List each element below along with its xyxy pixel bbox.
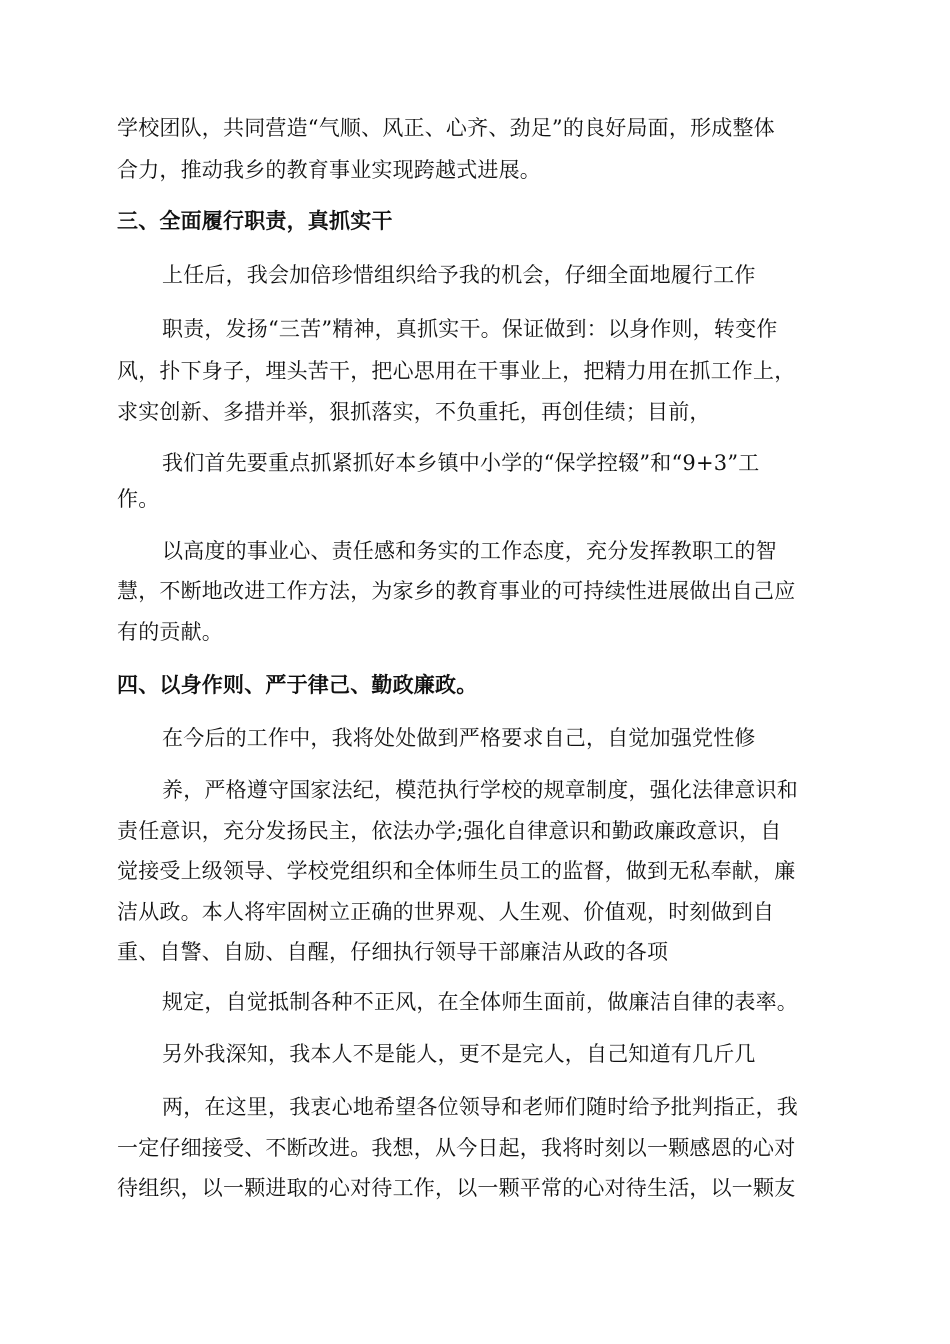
text-line: 合力，推动我乡的教育事业实现跨越式进展。 <box>117 158 541 182</box>
text-line: 觉接受上级领导、学校党组织和全体师生员工的监督，做到无私奉献，廉 <box>117 859 796 883</box>
text-line: 有的贡献。 <box>117 620 223 644</box>
section-heading: 三、全面履行职责，真抓实干 <box>117 209 393 233</box>
text-line: 待组织，以一颗进取的心对待工作，以一颗平常的心对待生活，以一颗友 <box>117 1176 796 1200</box>
text-line: 养，严格遵守国家法纪，模范执行学校的规章制度，强化法律意识和 <box>162 778 798 802</box>
text-line: 一定仔细接受、不断改进。我想，从今日起，我将时刻以一颗感恩的心对 <box>117 1136 796 1160</box>
text-line: 我们首先要重点抓紧抓好本乡镇中小学的“保学控辍”和“9+3”工 <box>162 451 760 475</box>
text-line: 两，在这里，我衷心地希望各位领导和老师们随时给予批判指正，我 <box>162 1095 798 1119</box>
text-line: 规定，自觉抵制各种不正风，在全体师生面前，做廉洁自律的表率。 <box>162 990 798 1014</box>
text-line: 求实创新、多措并举，狠抓落实，不负重托，再创佳绩；目前， <box>117 400 711 424</box>
text-line: 学校团队，共同营造“气顺、风正、心齐、劲足”的良好局面，形成整体 <box>117 116 775 140</box>
text-line: 另外我深知，我本人不是能人，更不是完人，自己知道有几斤几 <box>162 1042 756 1066</box>
text-line: 以高度的事业心、责任感和务实的工作态度，充分发挥教职工的智 <box>162 539 777 563</box>
section-heading: 四、以身作则、严于律己、勤政廉政。 <box>117 673 478 697</box>
text-line: 重、自警、自励、自醒，仔细执行领导干部廉洁从政的各项 <box>117 940 669 964</box>
text-line: 职责，发扬“三苦”精神，真抓实干。保证做到：以身作则，转变作 <box>162 317 778 341</box>
text-line: 风，扑下身子，埋头苦干，把心思用在干事业上，把精力用在抓工作上， <box>117 359 796 383</box>
text-line: 作。 <box>117 487 160 511</box>
text-line: 慧，不断地改进工作方法，为家乡的教育事业的可持续性进展做出自己应 <box>117 579 796 603</box>
text-line: 洁从政。本人将牢固树立正确的世界观、人生观、价值观，时刻做到自 <box>117 900 775 924</box>
text-line: 上任后，我会加倍珍惜组织给予我的机会，仔细全面地履行工作 <box>162 263 756 287</box>
text-line: 在今后的工作中，我将处处做到严格要求自己，自觉加强党性修 <box>162 726 756 750</box>
text-line: 责任意识，充分发扬民主，依法办学;强化自律意识和勤政廉政意识，自 <box>117 819 782 843</box>
